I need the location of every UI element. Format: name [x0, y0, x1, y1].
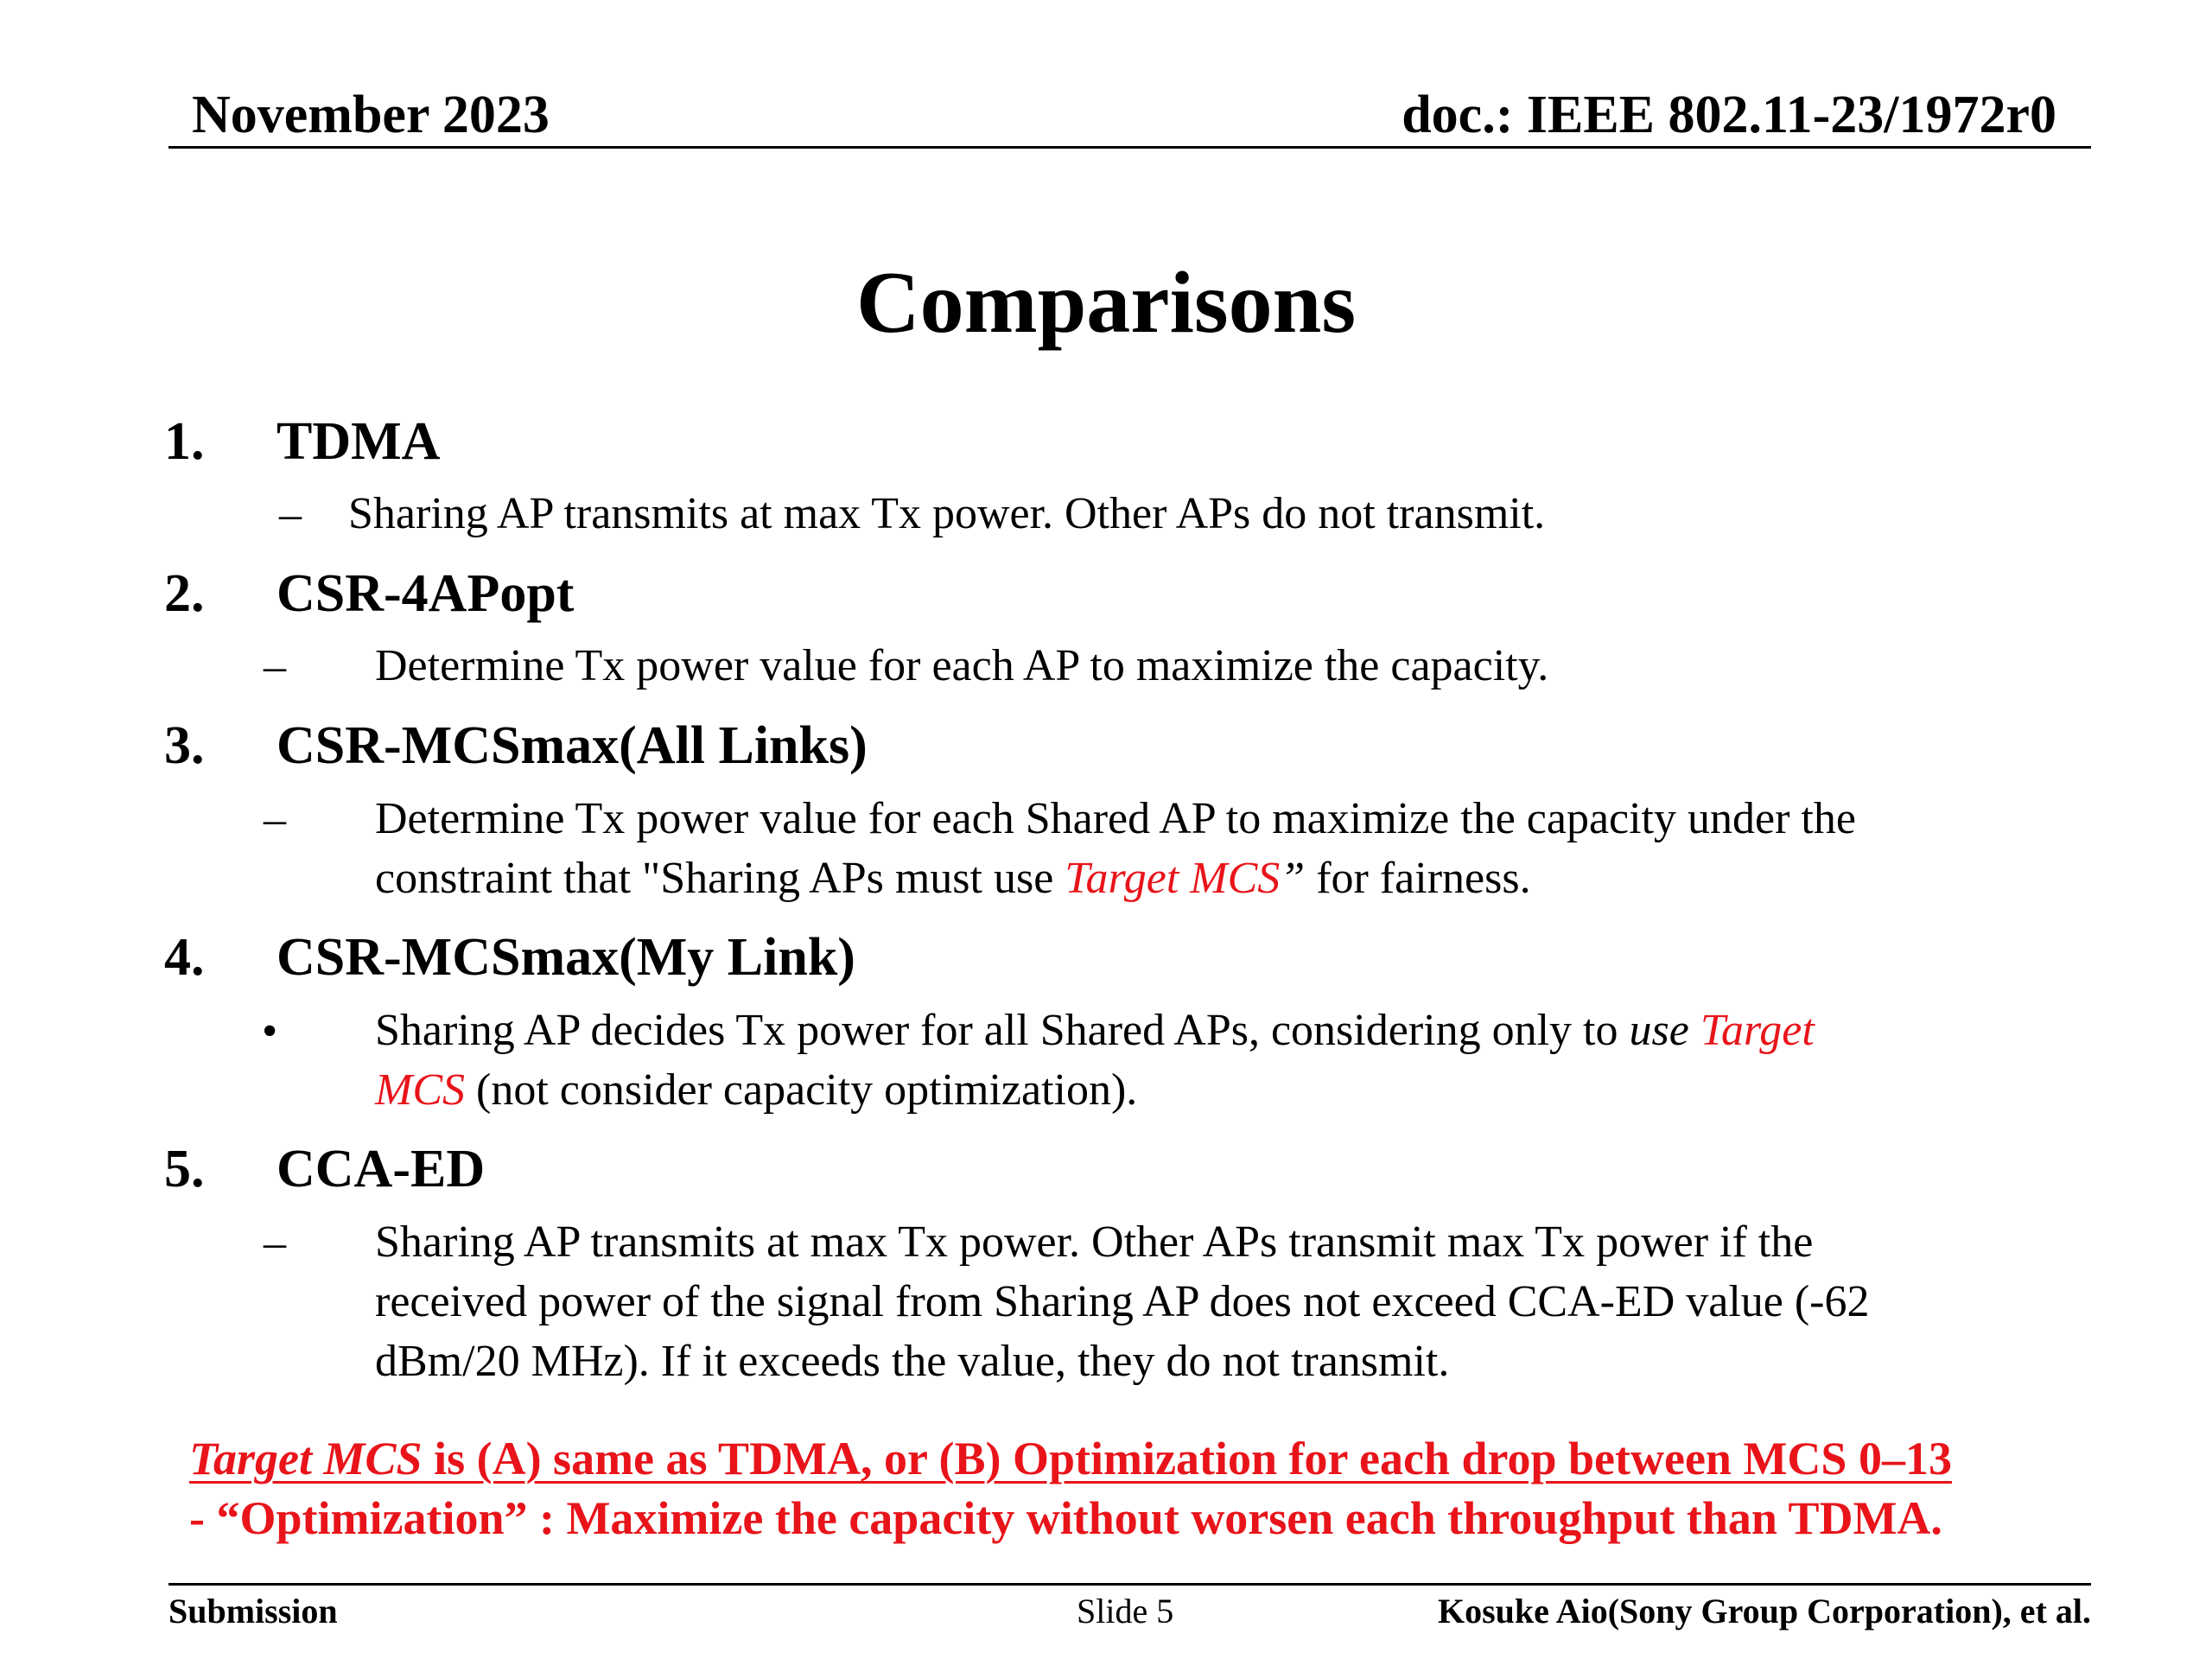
text-run: Target MCS	[189, 1433, 423, 1484]
text-run: use	[1629, 1006, 1700, 1055]
item-number: 2.	[164, 564, 205, 623]
footer-slide-number: Slide 5	[1077, 1592, 1174, 1630]
item-bullet-dash: –	[264, 795, 286, 844]
target-mcs-highlight: Target	[1700, 1006, 1815, 1055]
header-date: November 2023	[192, 86, 550, 144]
footer-author: Kosuke Aio(Sony Group Corporation), et al.	[1438, 1592, 2091, 1630]
item-text-line	[375, 849, 1531, 908]
item-bullet-dot: •	[262, 1007, 278, 1056]
text-run: is (A) same as TDMA, or (B) Optimization for each drop between MCS 0–13	[422, 1433, 1952, 1484]
item-number: 5.	[164, 1140, 205, 1198]
footer-submission: Submission	[168, 1592, 338, 1630]
footer-divider	[168, 1583, 2091, 1586]
item-text-line	[375, 1001, 1815, 1060]
optimization-note: - “Optimization” : Maximize the capacity without worsen each throughput than TDMA.	[189, 1492, 1942, 1544]
text-run: ”	[1280, 854, 1306, 903]
text-run: (not consider capacity optimization).	[465, 1065, 1138, 1115]
item-text-line: Determine Tx power value for each Shared AP to maximize the capacity under the	[375, 794, 1856, 843]
target-mcs-highlight: Target MCS	[1065, 854, 1281, 903]
slide-title: Comparisons	[855, 254, 1357, 352]
item-text: Determine Tx power value for each AP to maximize the capacity.	[375, 641, 1549, 690]
item-text: Sharing AP transmits at max Tx power. Other APs do not transmit.	[348, 489, 1546, 538]
item-text-line	[375, 1060, 1137, 1120]
text-run: for fairness.	[1305, 854, 1531, 903]
item-bullet-dash: –	[264, 1218, 286, 1268]
item-number: 3.	[164, 716, 205, 775]
item-number: 1.	[164, 412, 205, 471]
item-number: 4.	[164, 928, 205, 987]
item-bullet-dash: –	[264, 642, 286, 691]
text-run: Sharing AP decides Tx power for all Shared APs, considering only to	[375, 1006, 1630, 1055]
item-heading-tdma: TDMA	[276, 412, 441, 471]
item-heading-csr-4apopt: CSR-4APopt	[276, 564, 575, 623]
item-heading-csr-mcsmax-all-links: CSR-MCSmax(All Links)	[276, 716, 868, 775]
item-heading-cca-ed: CCA-ED	[276, 1140, 486, 1198]
target-mcs-note	[189, 1435, 1952, 1482]
item-bullet-dash: –	[279, 490, 302, 539]
header-doc-id: doc.: IEEE 802.11-23/1972r0	[1402, 86, 2056, 144]
item-text-line: Sharing AP transmits at max Tx power. Other APs transmit max Tx power if the	[375, 1217, 1814, 1267]
item-text-line: received power of the signal from Sharing AP does not exceed CCA-ED value (-62	[375, 1277, 1870, 1326]
item-text-line: dBm/20 MHz). If it exceeds the value, they do not transmit.	[375, 1337, 1450, 1386]
item-heading-csr-mcsmax-my-link: CSR-MCSmax(My Link)	[276, 928, 855, 987]
target-mcs-highlight: MCS	[375, 1065, 465, 1115]
text-run: constraint that "Sharing APs must use	[375, 854, 1065, 903]
header-divider	[168, 146, 2091, 149]
